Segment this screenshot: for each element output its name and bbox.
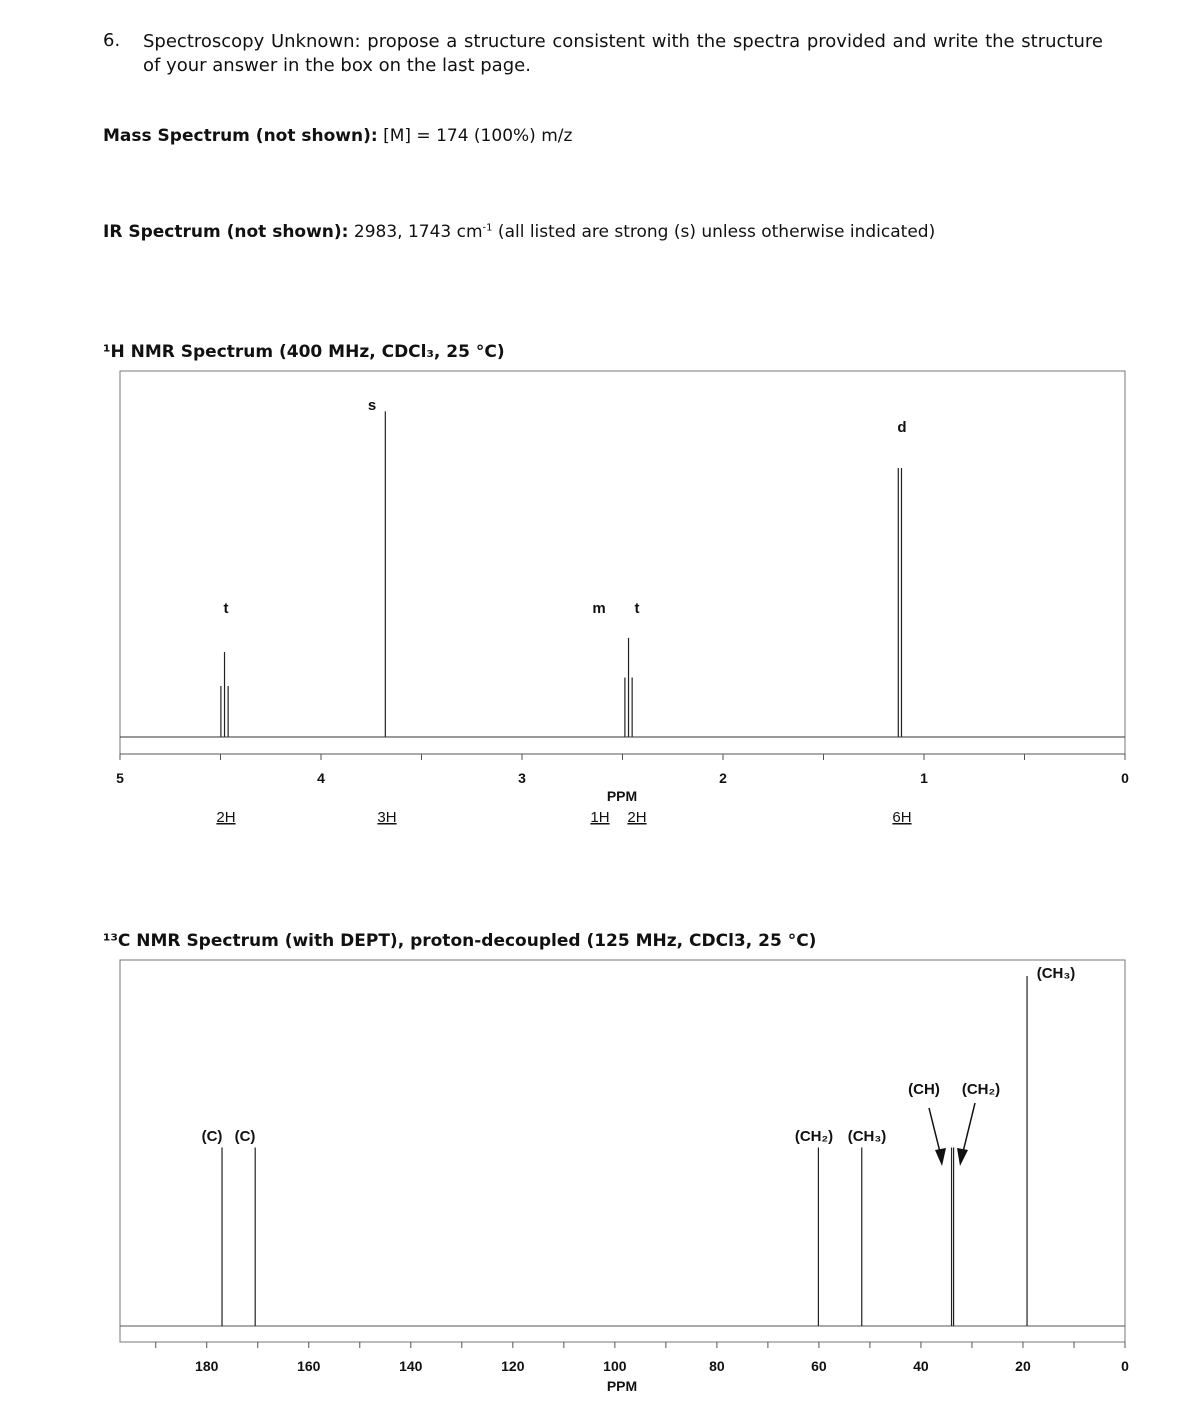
c-dept-label-ch3-b: (CH₃) bbox=[1036, 965, 1076, 982]
question-number: 6. bbox=[103, 30, 121, 51]
ir-spectrum-unit-sup: -1 bbox=[482, 222, 493, 234]
c-axis-tick-label: 20 bbox=[1015, 1358, 1031, 1374]
h-axis-tick-label: 0 bbox=[1121, 770, 1129, 786]
h-axis-tick-label: 5 bbox=[116, 770, 124, 786]
c-dept-label-ch: (CH) bbox=[908, 1081, 940, 1098]
h-axis-tick-label: 1 bbox=[920, 770, 928, 786]
question-text: Spectroscopy Unknown: propose a structure consistent with the spectra provided and write the structure of your answer in the box on the last page. bbox=[143, 31, 1103, 76]
c-axis-tick-label: 100 bbox=[603, 1358, 627, 1374]
c-arrow-ch2 bbox=[957, 1103, 975, 1166]
mass-spectrum-value: [M] = 174 (100%) m/z bbox=[383, 126, 573, 146]
c-nmr-title: ¹³C NMR Spectrum (with DEPT), proton-decoupled (125 MHz, CDCl3, 25 °C) bbox=[103, 931, 817, 951]
c-arrow-ch bbox=[929, 1108, 946, 1166]
h-axis-tick-label: 3 bbox=[518, 770, 526, 786]
c-axis-tick-label: 140 bbox=[399, 1358, 423, 1374]
c-axis-tick-label: 180 bbox=[195, 1358, 219, 1374]
c-nmr-peaks bbox=[222, 976, 1027, 1326]
c-axis-tick-label: 0 bbox=[1121, 1358, 1129, 1374]
h-integration-1h: 1H bbox=[590, 809, 610, 826]
h-axis-tick-label: 4 bbox=[317, 770, 325, 786]
h-peak-label-t1: t bbox=[223, 600, 229, 617]
h-nmr-frame bbox=[120, 371, 1125, 754]
ir-spectrum-note: (all listed are strong (s) unless otherwise indicated) bbox=[492, 222, 936, 242]
c-dept-label-ch2-a: (CH₂) bbox=[794, 1128, 834, 1145]
h-peak-label-t2: t bbox=[634, 600, 640, 617]
ir-spectrum-label: IR Spectrum (not shown): bbox=[103, 222, 349, 242]
c-dept-label-c2: (C) bbox=[234, 1128, 256, 1145]
c-axis-tick-label: 60 bbox=[811, 1358, 827, 1374]
c-dept-label-c1: (C) bbox=[201, 1128, 223, 1145]
c-nmr-xlabel: PPM bbox=[606, 1378, 638, 1394]
h-axis-tick-label: 2 bbox=[719, 770, 727, 786]
h-nmr-xlabel: PPM bbox=[606, 788, 638, 804]
c-axis-tick-label: 80 bbox=[709, 1358, 725, 1374]
h-peak-label-s: s bbox=[367, 397, 377, 414]
h-integration-2h-a: 2H bbox=[216, 809, 236, 826]
c-dept-label-ch2-b: (CH₂) bbox=[961, 1081, 1001, 1098]
h-nmr-ticks bbox=[116, 754, 1129, 786]
h-integration-2h-b: 2H bbox=[627, 809, 647, 826]
h-peak-label-m: m bbox=[592, 600, 606, 617]
c-dept-label-ch3-a: (CH₃) bbox=[847, 1128, 887, 1145]
c-axis-tick-label: 40 bbox=[913, 1358, 929, 1374]
c-nmr-ticks bbox=[156, 1342, 1129, 1374]
ir-spectrum-value: 2983, 1743 cm bbox=[353, 222, 483, 242]
c-nmr-frame bbox=[120, 960, 1125, 1342]
h-integration-3h: 3H bbox=[377, 809, 397, 826]
c-axis-tick-label: 120 bbox=[501, 1358, 525, 1374]
h-nmr-peaks bbox=[221, 411, 902, 737]
h-nmr-title: ¹H NMR Spectrum (400 MHz, CDCl₃, 25 °C) bbox=[103, 342, 505, 362]
c-axis-tick-label: 160 bbox=[297, 1358, 321, 1374]
h-peak-label-d: d bbox=[897, 419, 907, 436]
h-integration-6h: 6H bbox=[892, 809, 912, 826]
mass-spectrum-label: Mass Spectrum (not shown): bbox=[103, 126, 378, 146]
